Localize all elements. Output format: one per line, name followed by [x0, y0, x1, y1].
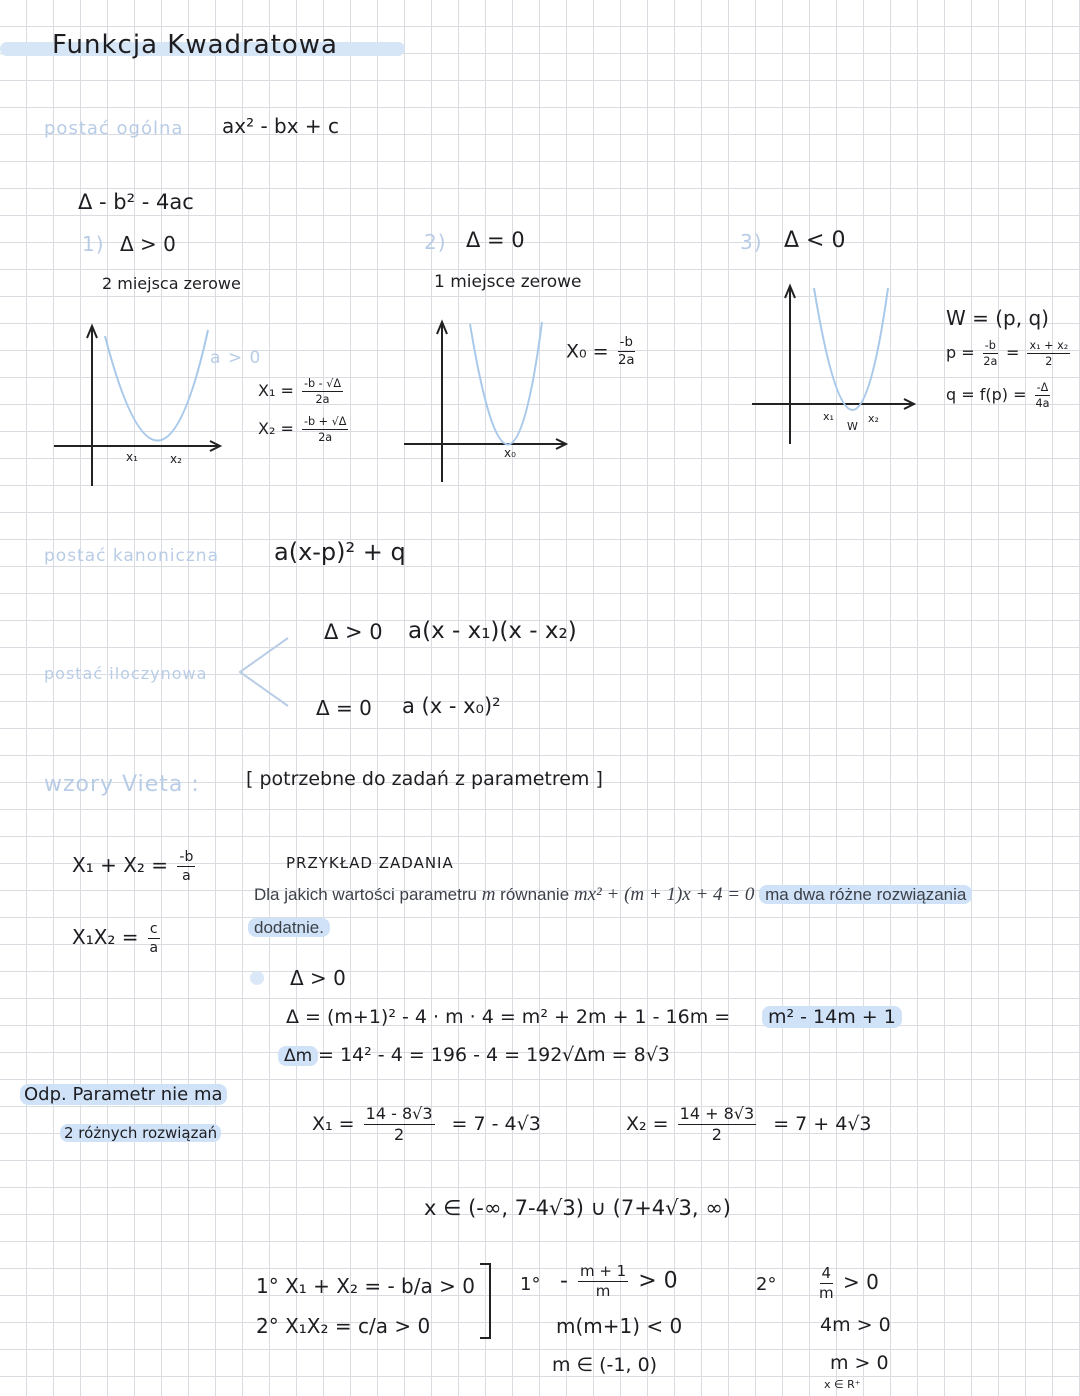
- general-form-label: postać ogólna: [44, 118, 184, 139]
- s2-step4: x ∈ R⁺: [824, 1378, 861, 1391]
- case1-a-label: a > 0: [210, 348, 262, 368]
- vieta-condition1: 1° X₁ + X₂ = - b/a > 0: [256, 1274, 475, 1298]
- canonical-form-label: postać kanoniczna: [44, 546, 219, 566]
- delta-formula: Δ - b² - 4ac: [78, 190, 194, 214]
- sqrt-delta-m: √Δm = 8√3: [562, 1044, 670, 1066]
- vieta-note: [ potrzebne do zadań z parametrem ]: [246, 768, 603, 790]
- case1-x2: X₂ = $\frac{-b + √\Delta}{2a}$: [258, 415, 347, 445]
- case3-root1: x₁: [823, 410, 834, 423]
- solution-condition: Δ > 0: [290, 966, 346, 990]
- solution-delta: Δ = (m+1)² - 4 · m · 4 = m² + 2m + 1 - 16m =: [286, 1006, 731, 1028]
- case1-description: 2 miejsca zerowe: [102, 274, 241, 293]
- delta-m-label: Δm: [278, 1046, 318, 1066]
- answer-line2: 2 różnych rozwiązań: [60, 1124, 221, 1142]
- case2-x0: X₀ = $\frac{-b}{2a}$: [566, 335, 635, 369]
- product-formula1: a(x - x₁)(x - x₂): [408, 618, 577, 644]
- general-form-formula: ax² - bx + c: [222, 114, 340, 138]
- bullet-dot: [250, 971, 264, 985]
- page-title: Funkcja Kwadratowa: [52, 30, 338, 60]
- s2-inequality: $\frac{4}{m}$ > 0: [819, 1264, 879, 1302]
- root-x2: X₂ = $\frac{14 + 8√3}{2}$ = 7 + 4√3: [626, 1104, 872, 1144]
- example-text-line1: Dla jakich wartości parametru m równanie mx² + (m + 1)x + 4 = 0 ma dwa różne rozwiązania: [254, 884, 972, 906]
- solution-interval: x ∈ (-∞, 7-4√3) ∪ (7+4√3, ∞): [424, 1196, 731, 1220]
- case1-root2: x₂: [170, 452, 182, 466]
- case2-root: x₀: [504, 446, 516, 460]
- s1-step2: m(m+1) < 0: [556, 1314, 683, 1338]
- product-formula2: a (x - x₀)²: [402, 694, 501, 718]
- case3-condition: Δ < 0: [784, 228, 846, 253]
- case2-parabola: [470, 322, 542, 445]
- case1-x1: X₁ = $\frac{-b - √\Delta}{2a}$: [258, 377, 342, 407]
- vertex-formula: W = (p, q): [946, 306, 1049, 330]
- vieta-condition2: 2° X₁X₂ = c/a > 0: [256, 1314, 431, 1338]
- example-header: PRZYKŁAD ZADANIA: [286, 854, 454, 872]
- vertex-p: p = $\frac{-b}{2a}$ = $\frac{\text{x₁ + x₂}}{2}$: [946, 339, 1069, 369]
- canonical-form-formula: a(x-p)² + q: [274, 538, 406, 566]
- s1-inequality: - $\frac{m + 1}{m}$ > 0: [560, 1262, 678, 1300]
- case3-number: 3): [740, 230, 763, 254]
- case2-description: 1 miejsce zerowe: [434, 272, 582, 292]
- product-form-label: postać iloczynowa: [44, 664, 208, 683]
- vieta-product: X₁X₂ = $\frac{c}{a}$: [72, 921, 159, 956]
- case3-root2: x₂: [868, 412, 879, 425]
- case1-number: 1): [82, 232, 105, 256]
- case2-graph: [400, 316, 580, 491]
- case3-graph: [750, 282, 930, 452]
- delta-m-value: = 14² - 4 = 196 - 4 = 192: [318, 1044, 563, 1066]
- solution-delta-result: m² - 14m + 1: [762, 1006, 902, 1028]
- case2-number: 2): [424, 230, 447, 254]
- s2-step3: m > 0: [830, 1352, 889, 1374]
- answer-line1: Odp. Parametr nie ma: [20, 1084, 227, 1105]
- case3-vertex: W: [847, 420, 858, 433]
- s1-label: 1°: [520, 1274, 541, 1295]
- case1-condition: Δ > 0: [120, 232, 176, 256]
- product-condition1: Δ > 0: [324, 620, 383, 644]
- product-condition2: Δ = 0: [316, 696, 372, 720]
- example-text-line2: dodatnie.: [254, 918, 330, 938]
- vieta-sum: X₁ + X₂ = $\frac{-b}{a}$: [72, 849, 194, 884]
- vieta-label: wzory Vieta :: [44, 772, 200, 797]
- s2-step2: 4m > 0: [820, 1314, 891, 1336]
- s2-label: 2°: [756, 1274, 777, 1295]
- case1-graph: [50, 318, 230, 493]
- product-branch-lines: [234, 632, 294, 712]
- root-x1: X₁ = $\frac{14 - 8√3}{2}$ = 7 - 4√3: [312, 1104, 541, 1144]
- case3-parabola: [814, 288, 888, 410]
- case2-condition: Δ = 0: [466, 228, 525, 252]
- condition-bracket: [476, 1262, 496, 1342]
- case1-parabola: [105, 330, 208, 441]
- case1-root1: x₁: [126, 450, 138, 464]
- vertex-q: q = f(p) = $\frac{-\Delta}{4a}$: [946, 381, 1050, 411]
- s1-step3: m ∈ (-1, 0): [552, 1354, 658, 1376]
